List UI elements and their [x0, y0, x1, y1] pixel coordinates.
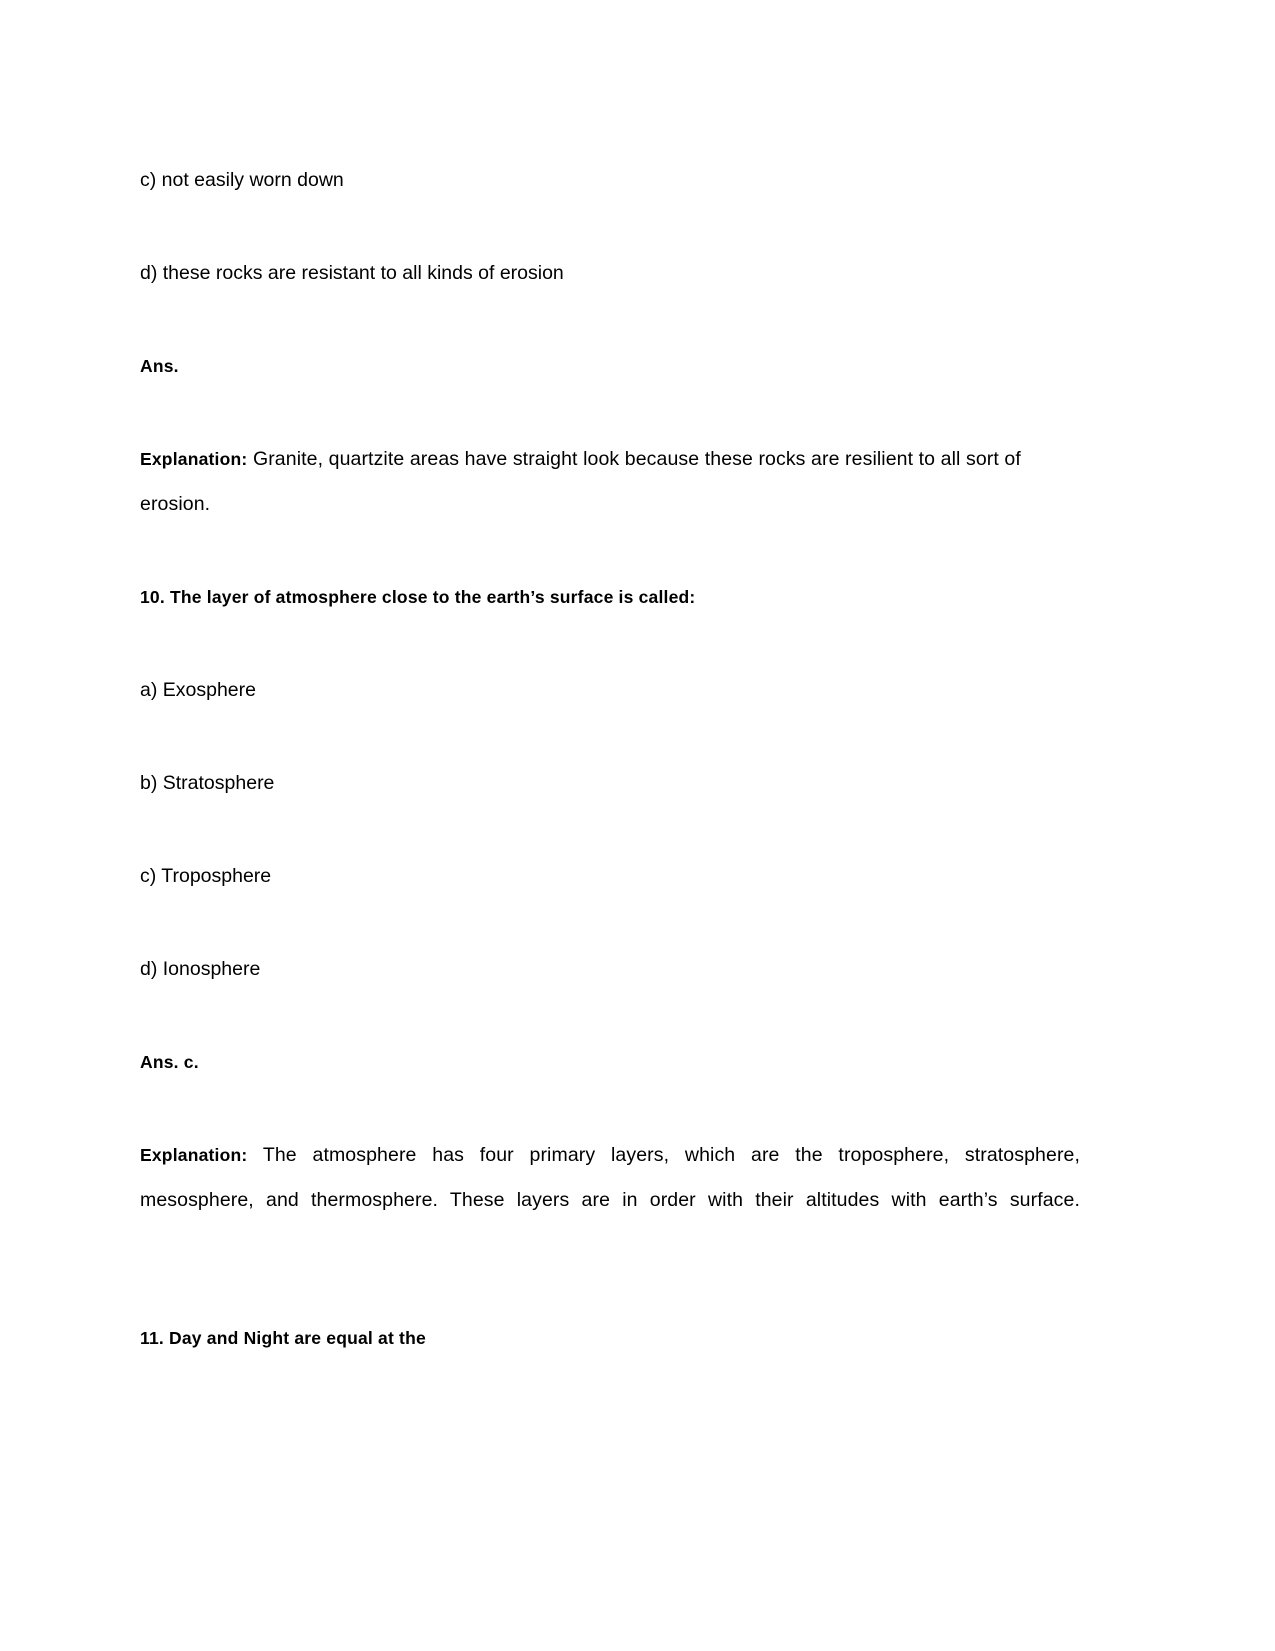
explanation-label: Explanation:	[140, 1145, 248, 1165]
option-d-previous-question: d) these rocks are resistant to all kinds of erosion	[140, 262, 564, 284]
question-10-heading: 10. The layer of atmosphere close to the earth’s surface is called:	[140, 587, 696, 607]
question-11-heading: 11. Day and Night are equal at the	[140, 1328, 426, 1348]
question-10-option-a: a) Exosphere	[140, 679, 256, 701]
explanation-question-10	[140, 1133, 1080, 1268]
explanation-body: The atmosphere has four primary layers, which are the troposphere, stratosphere, mesosphere, and thermosphere. These layers are in order with their altitudes with earth’s surface.	[140, 1144, 1080, 1211]
question-10-option-c: c) Troposphere	[140, 865, 272, 887]
option-c-previous-question: c) not easily worn down	[140, 169, 344, 191]
question-10-option-d: d) Ionosphere	[140, 958, 261, 980]
explanation-label: Explanation:	[140, 449, 248, 469]
answer-label-question-10: Ans. c.	[140, 1052, 199, 1072]
answer-label-previous-question: Ans.	[140, 356, 179, 376]
page-content	[140, 158, 1080, 1409]
explanation-body: Granite, quartzite areas have straight look because these rocks are resilient to all sort of erosion.	[140, 448, 1021, 515]
question-10-option-b: b) Stratosphere	[140, 772, 275, 794]
explanation-previous-question	[140, 437, 1080, 527]
